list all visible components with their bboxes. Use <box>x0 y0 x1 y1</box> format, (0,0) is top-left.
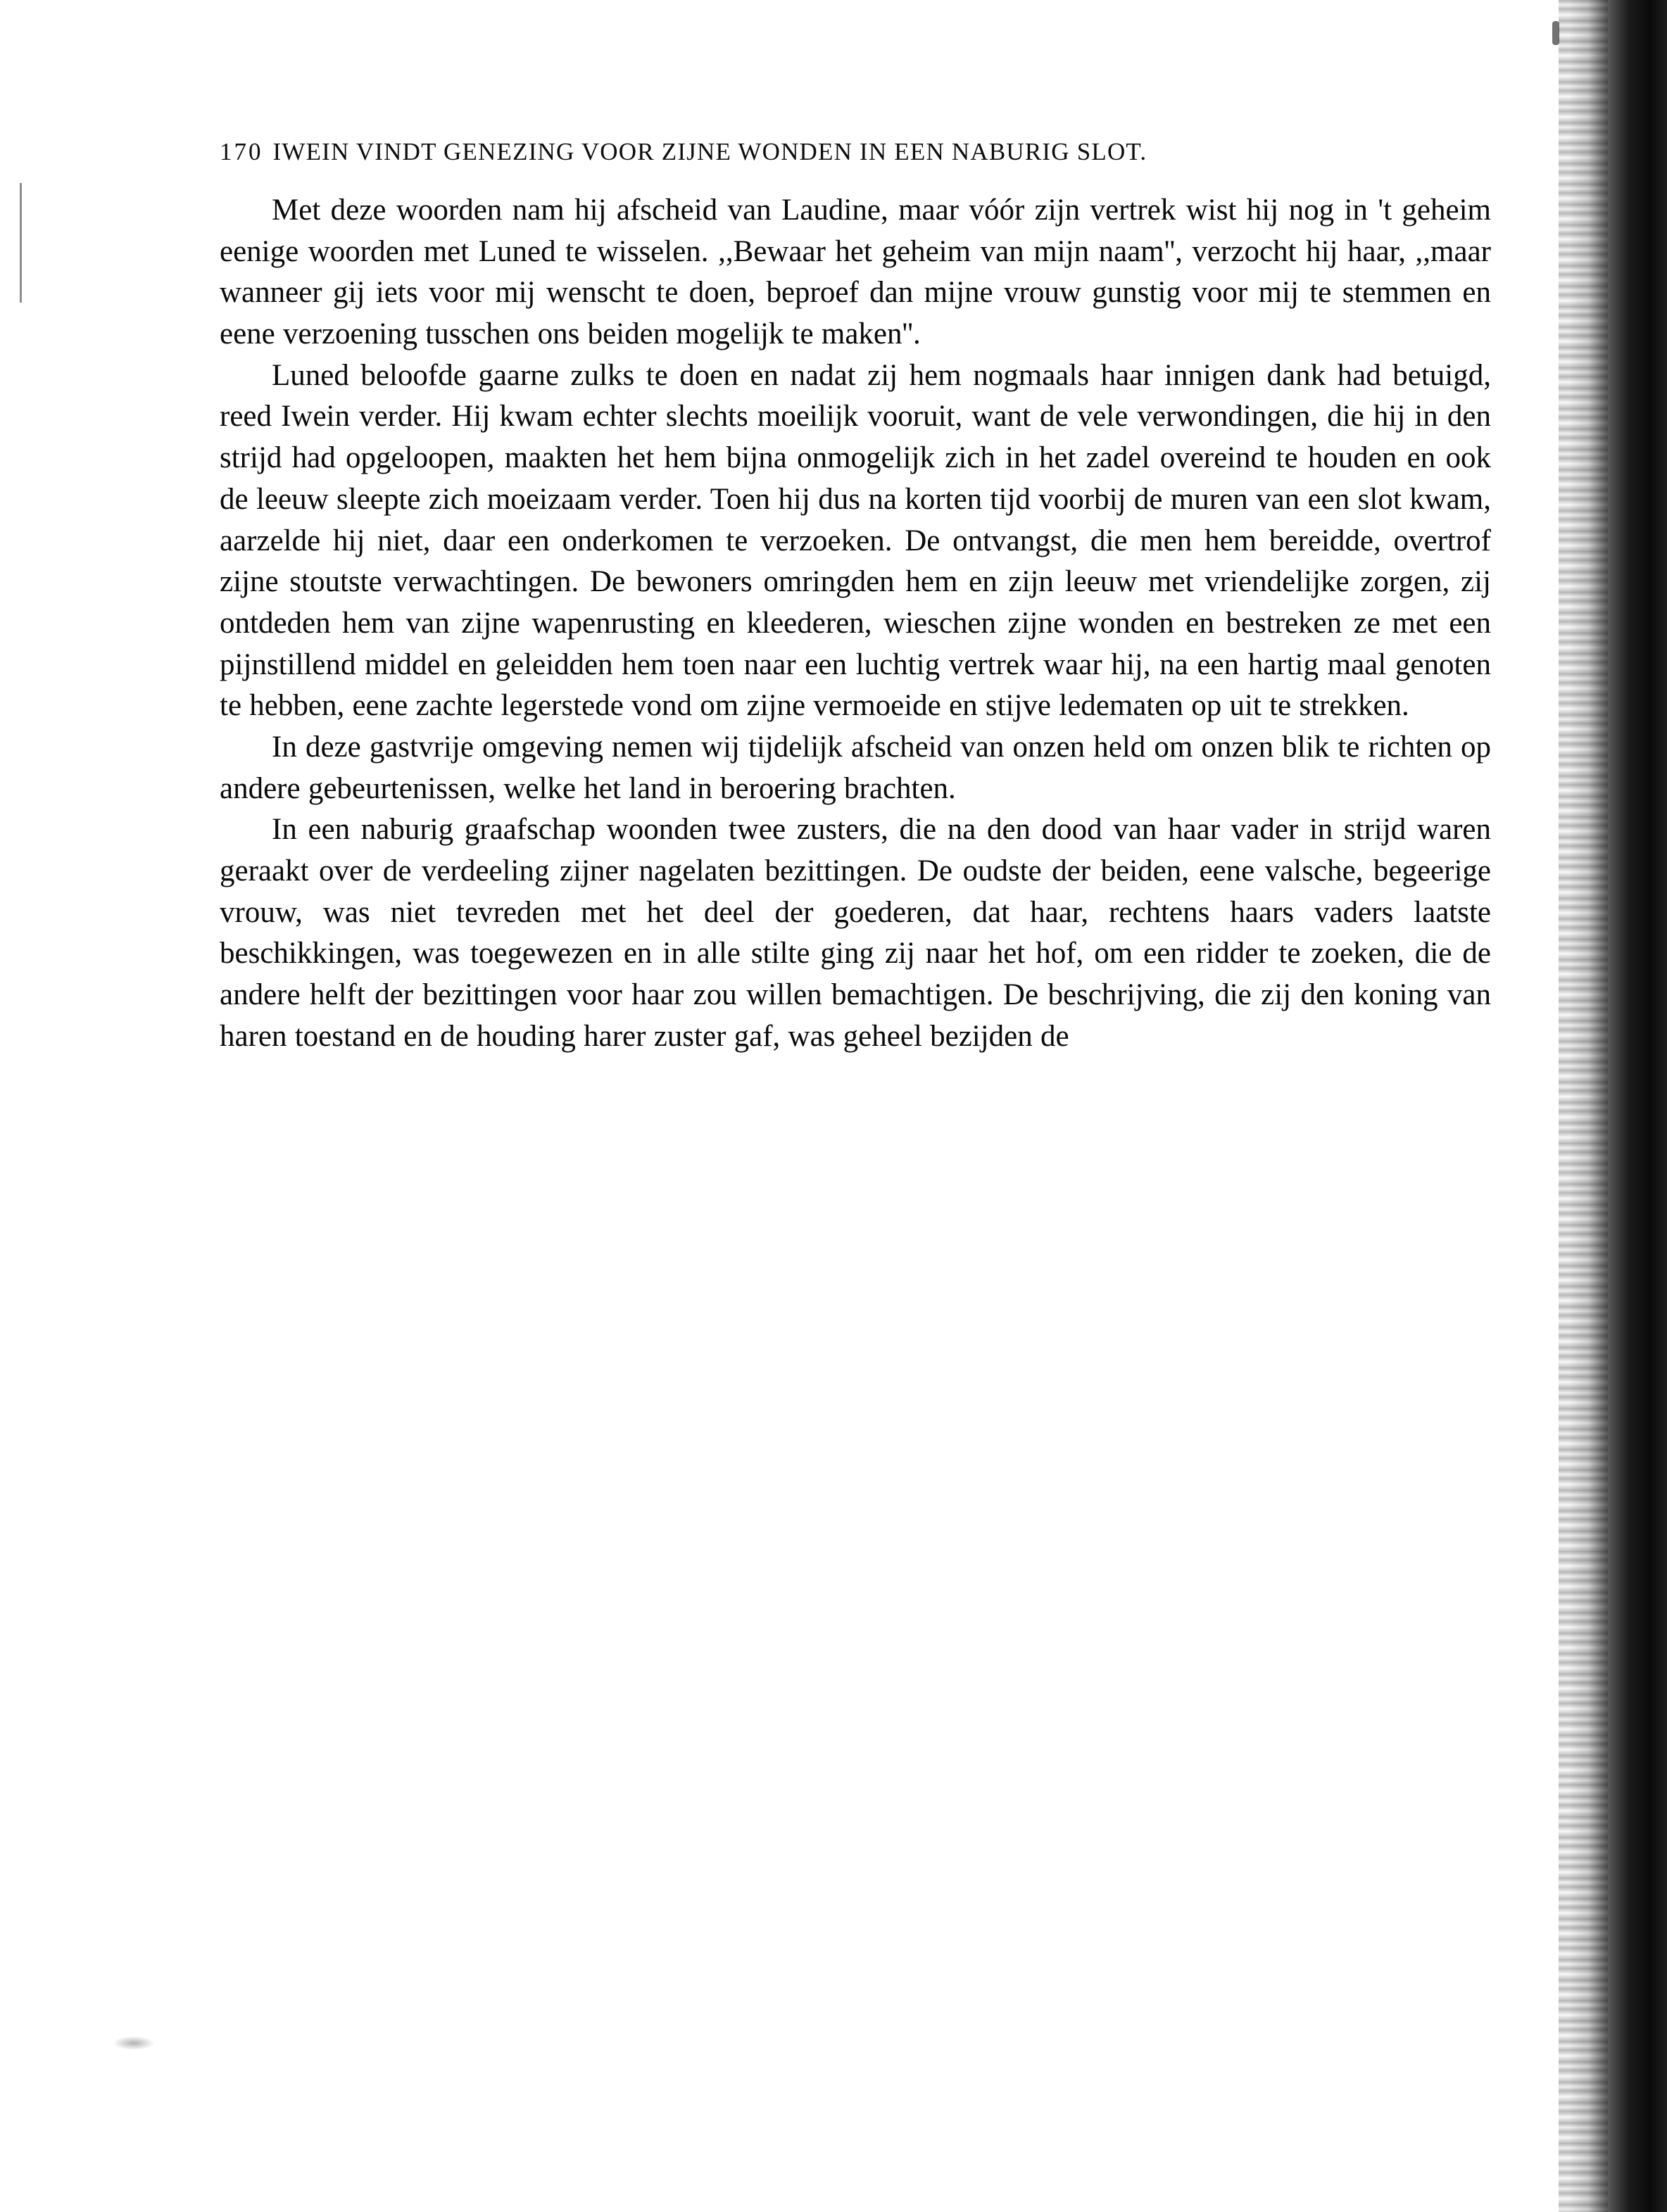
body-paragraph: Luned beloofde gaarne zulks te doen en nadat zij hem nogmaals haar innigen dank had betuigd, reed Iwein verder. Hij kwam echter slechts moeilijk vooruit, want de vele verwondingen, die hij in den strijd had opgeloopen, maakten het hem bijna onmogelijk zich in het zadel overeind te houden en ook de leeuw sleepte zich moeizaam verder. Toen hij dus na korten tijd voorbij de muren van een slot kwam, aarzelde hij niet, daar een onderkomen te verzoeken. De ontvangst, die men hem bereidde, overtrof zijne stoutste verwachtingen. De bewoners omringden hem en zijn leeuw met vriendelijke zorgen, zij ontdeden hem van zijne wapenrusting en kleederen, wieschen zijne wonden en bestreken ze met een pijnstillend middel en geleidden hem toen naar een luchtig vertrek waar hij, na een hartig maal genoten te hebben, eene zachte legerstede vond om zijne vermoeide en stijve ledematen op uit te strekken. <box>220 358 1491 723</box>
page-smudge <box>113 2036 155 2050</box>
running-head-title: IWEIN VINDT GENEZING VOOR ZIJNE WONDEN IN EEN NABURIG SLOT. <box>272 138 1147 165</box>
running-head <box>220 138 1491 166</box>
left-edge-scan-mark <box>20 183 22 303</box>
top-edge-speck <box>1552 21 1559 45</box>
page-binding-speckle <box>1559 0 1608 2212</box>
body-paragraph: In deze gastvrije omgeving nemen wij tijdelijk afscheid van onzen held om onzen blik te richten op andere gebeurtenissen, welke het land in beroering brachten. <box>220 730 1491 805</box>
page-number: 170 <box>220 138 263 165</box>
body-paragraph: In een naburig graafschap woonden twee zusters, die na den dood van haar vader in strijd waren geraakt over de verdeeling zijner nagelaten bezittingen. De oudste der beiden, eene valsche, begeerige vrouw, was niet tevreden met het deel der goederen, dat haar, rechtens haars vaders laatste beschikkingen, was toegewezen en in alle stilte ging zij naar het hof, om een ridder te zoeken, die de andere helft der bezittingen voor haar zou willen bemachtigen. De beschrijving, die zij den koning van haren toestand en de houding harer zuster gaf, was geheel bezijden de <box>220 813 1491 1053</box>
page-content <box>220 138 1491 1057</box>
body-paragraph: Met deze woorden nam hij afscheid van Laudine, maar vóór zijn vertrek wist hij nog in 't geheim eenige woorden met Luned te wisselen. ,,Bewaar het geheim van mijn naam'', verzocht hij haar, ,,maar wanneer gij iets voor mij wenscht te doen, beproef dan mijne vrouw gunstig voor mij te stemmen en eene verzoening tusschen ons beiden mogelijk te maken''. <box>220 194 1491 351</box>
